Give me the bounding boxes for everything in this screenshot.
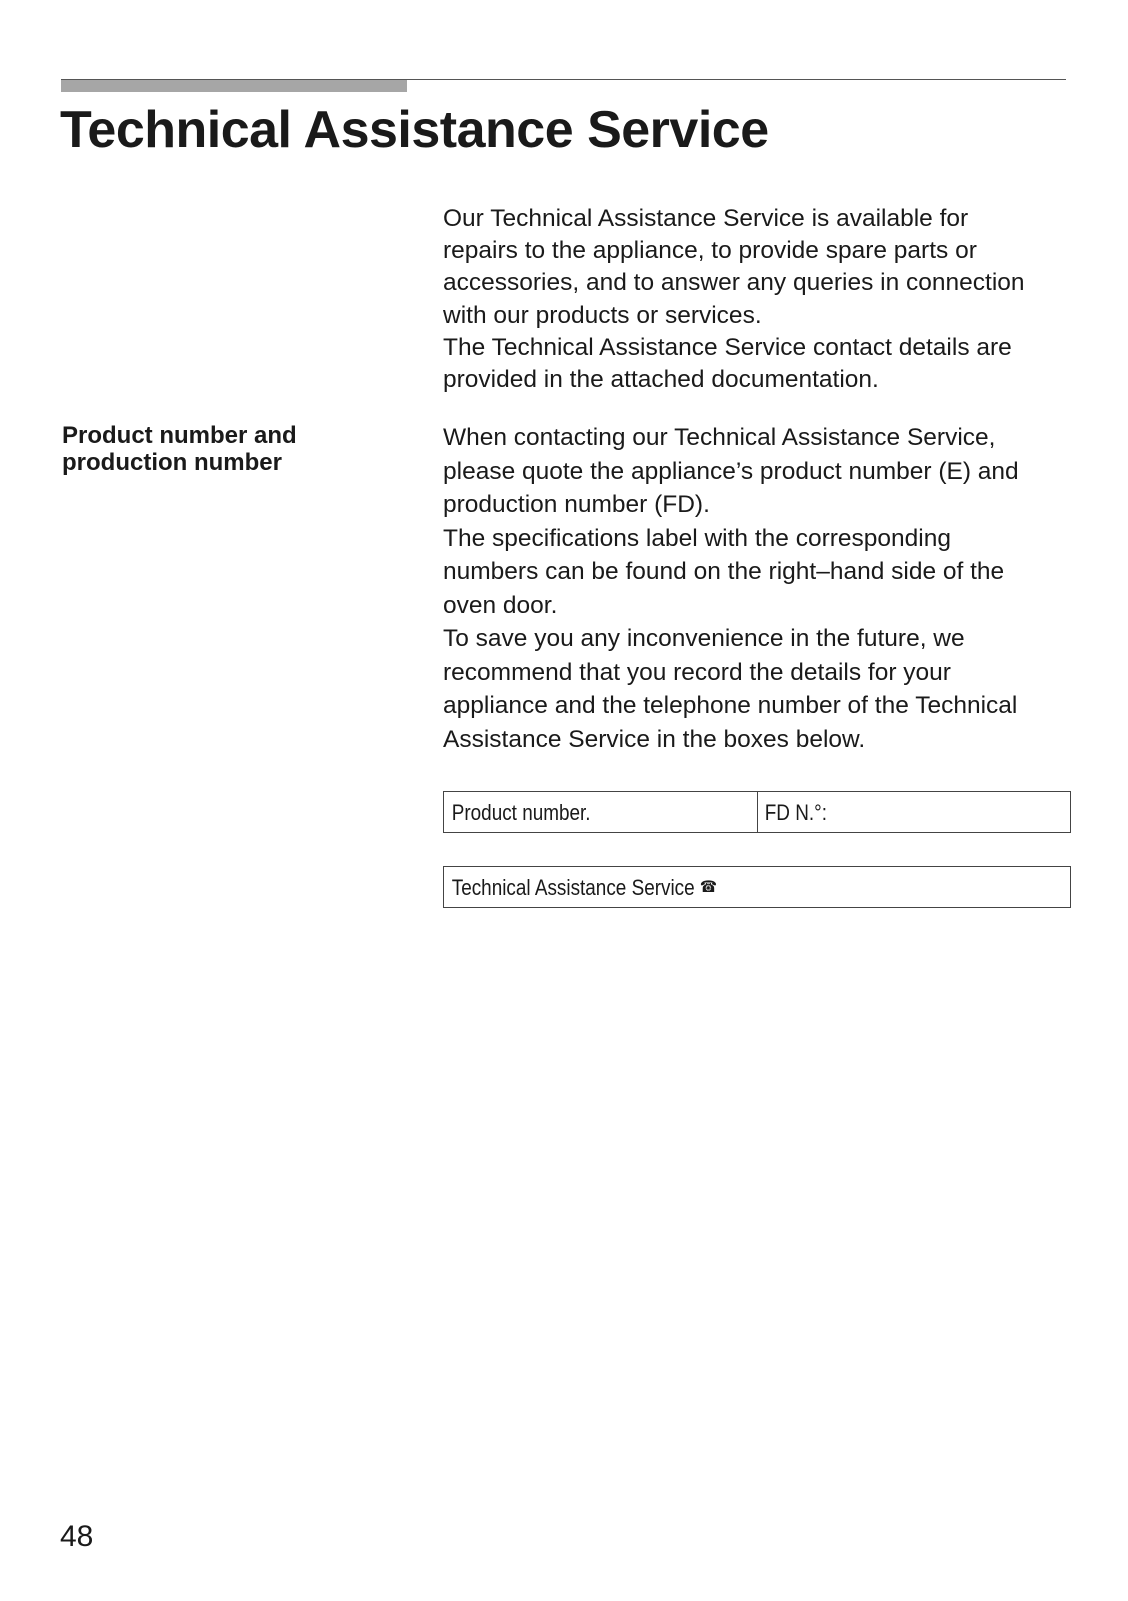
product-record-box bbox=[443, 791, 1071, 833]
service-label: Technical Assistance Service bbox=[451, 875, 695, 900]
page-title: Technical Assistance Service bbox=[60, 101, 769, 159]
product-number-paragraph bbox=[443, 421, 1019, 756]
paragraph-line: production number (FD). bbox=[443, 491, 710, 518]
paragraph-line: appliance and the telephone number of the Technical bbox=[443, 692, 1018, 719]
telephone-icon: ☎ bbox=[699, 879, 717, 897]
paragraph-line: To save you any inconvenience in the future, we bbox=[443, 625, 965, 652]
intro-line: provided in the attached documentation. bbox=[443, 366, 879, 394]
paragraph-line: oven door. bbox=[443, 591, 558, 619]
section-heading-line: production number bbox=[62, 449, 282, 476]
intro-line: The Technical Assistance Service contact details are bbox=[443, 333, 1012, 361]
section-heading-line: Product number and bbox=[62, 422, 297, 449]
header-accent-bar bbox=[61, 80, 407, 92]
paragraph-line: The specifications label with the corresponding bbox=[443, 524, 951, 552]
product-number-label: Product number. bbox=[451, 800, 591, 825]
paragraph-line: When contacting our Technical Assistance Service, bbox=[443, 424, 996, 451]
fd-number-field[interactable] bbox=[757, 792, 827, 832]
intro-line: Our Technical Assistance Service is available for bbox=[443, 205, 969, 232]
service-phone-field[interactable] bbox=[444, 867, 717, 907]
paragraph-line: recommend that you record the details for your bbox=[443, 658, 951, 686]
paragraph-line: Assistance Service in the boxes below. bbox=[443, 725, 866, 753]
intro-line: with our products or services. bbox=[443, 301, 762, 329]
intro-line: repairs to the appliance, to provide spare parts or bbox=[443, 237, 977, 265]
intro-line: accessories, and to answer any queries in connection bbox=[443, 269, 1025, 297]
service-record-box bbox=[443, 866, 1071, 908]
fd-number-label: FD N.°: bbox=[764, 800, 827, 825]
section-heading-product-number bbox=[62, 422, 297, 476]
paragraph-line: numbers can be found on the right–hand side of the bbox=[443, 558, 1005, 585]
page-number: 48 bbox=[60, 1520, 94, 1553]
paragraph-line: please quote the appliance’s product number (E) and bbox=[443, 457, 1019, 485]
product-number-field[interactable] bbox=[444, 792, 591, 832]
intro-paragraph bbox=[443, 203, 1025, 396]
